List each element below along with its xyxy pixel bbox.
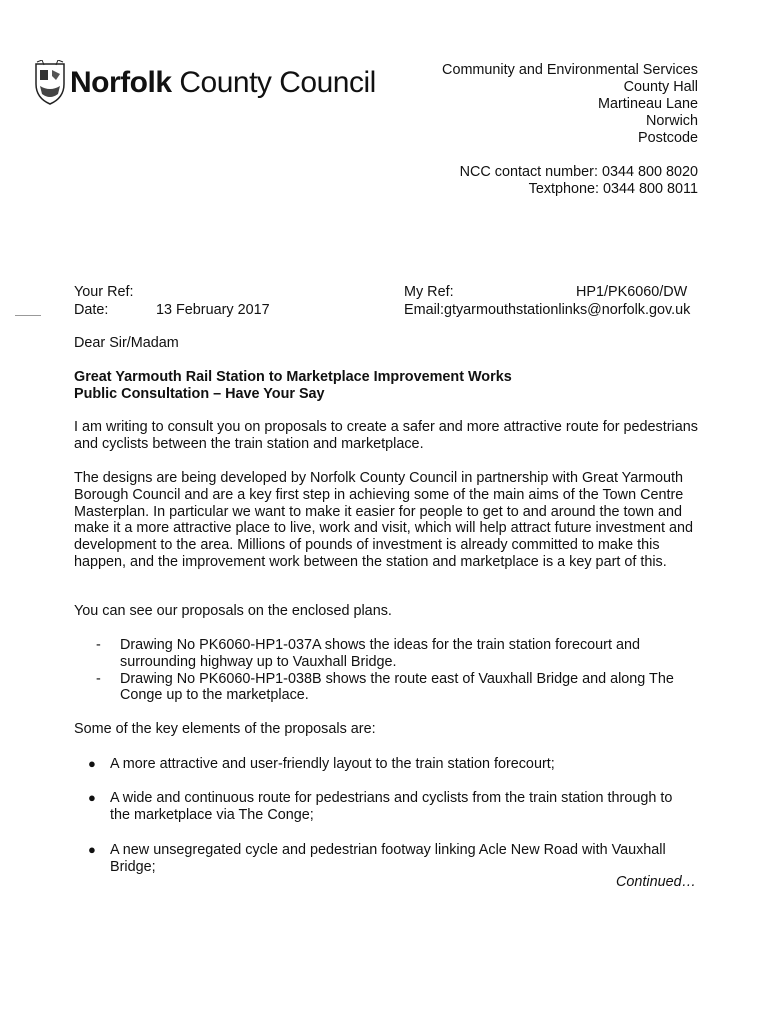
- address-line: Community and Environmental Services: [442, 62, 698, 78]
- your-ref-label: Your Ref:: [74, 284, 134, 300]
- textphone-number: Textphone: 0344 800 8011: [528, 181, 698, 197]
- date-value: 13 February 2017: [156, 302, 270, 318]
- bullet-text: A new unsegregated cycle and pedestrian footway linking Acle New Road with Vauxhall Bridge;: [110, 842, 666, 875]
- bullet-icon: ●: [88, 790, 96, 805]
- my-ref-value: HP1/PK6060/DW: [576, 284, 688, 300]
- drawing-item-text: Drawing No PK6060-HP1-037A shows the ideas for the train station forecourt and surrounding highway up to Vauxhall Bridge.: [120, 637, 640, 670]
- address-line: County Hall: [623, 79, 698, 95]
- drawings-list: [96, 637, 696, 704]
- fold-mark: [15, 315, 41, 316]
- continued-note: Continued…: [616, 874, 696, 890]
- sender-address: [442, 62, 698, 147]
- salutation: Dear Sir/Madam: [74, 335, 179, 351]
- address-line: Postcode: [637, 130, 698, 146]
- dash-marker: -: [96, 670, 101, 687]
- contact-email: Email:gtyarmouthstationlinks@norfolk.gov.uk: [404, 302, 691, 318]
- paragraph-key-elements: Some of the key elements of the proposals are:: [74, 721, 376, 737]
- logo-wordmark: [70, 66, 376, 100]
- contact-number: NCC contact number: 0344 800 8020: [459, 164, 698, 180]
- council-logo: [34, 58, 406, 108]
- list-item: [96, 637, 696, 671]
- bullet-text: A more attractive and user-friendly layout to the train station forecourt;: [110, 756, 555, 772]
- bullet-icon: ●: [88, 756, 96, 771]
- letter-heading: Great Yarmouth Rail Station to Marketplace Improvement Works: [74, 369, 512, 385]
- logo-bold-text: Norfolk: [70, 66, 172, 99]
- paragraph-plans: You can see our proposals on the enclosed plans.: [74, 603, 392, 619]
- my-ref-label: My Ref:: [404, 284, 454, 300]
- logo-light-text: County Council: [179, 66, 376, 99]
- address-line: Martineau Lane: [597, 96, 698, 112]
- letter-subheading: Public Consultation – Have Your Say: [74, 386, 325, 402]
- contact-block: [460, 164, 698, 198]
- drawing-item-text: Drawing No PK6060-HP1-038B shows the route east of Vauxhall Bridge and along The Conge up to the marketplace.: [120, 670, 674, 704]
- list-item: [96, 671, 696, 705]
- paragraph-designs: The designs are being developed by Norfolk County Council in partnership with Great Yarmouth Borough Council and are a key first step in achieving some of the main aims of the Town Centre Masterplan. In particular we want to make it easier for people to get to and around the town and make it a more attractive place to live, work and visit, which will help attract future investment and development to the area. Millions of pounds of investment is already committed to make this happen, and the improvement work between the station and marketplace is a key part of this.: [74, 470, 694, 570]
- address-line: Norwich: [646, 113, 698, 129]
- bullet-icon: ●: [88, 842, 96, 857]
- paragraph-intro: I am writing to consult you on proposals to create a safer and more attractive route for pedestrians and cyclists between the train station and marketplace.: [74, 419, 698, 452]
- dash-marker: -: [96, 637, 101, 653]
- bullet-text: A wide and continuous route for pedestrians and cyclists from the train station through to the marketplace via The Conge;: [110, 790, 673, 823]
- crest-icon: [34, 60, 66, 106]
- date-label: Date:: [74, 302, 109, 318]
